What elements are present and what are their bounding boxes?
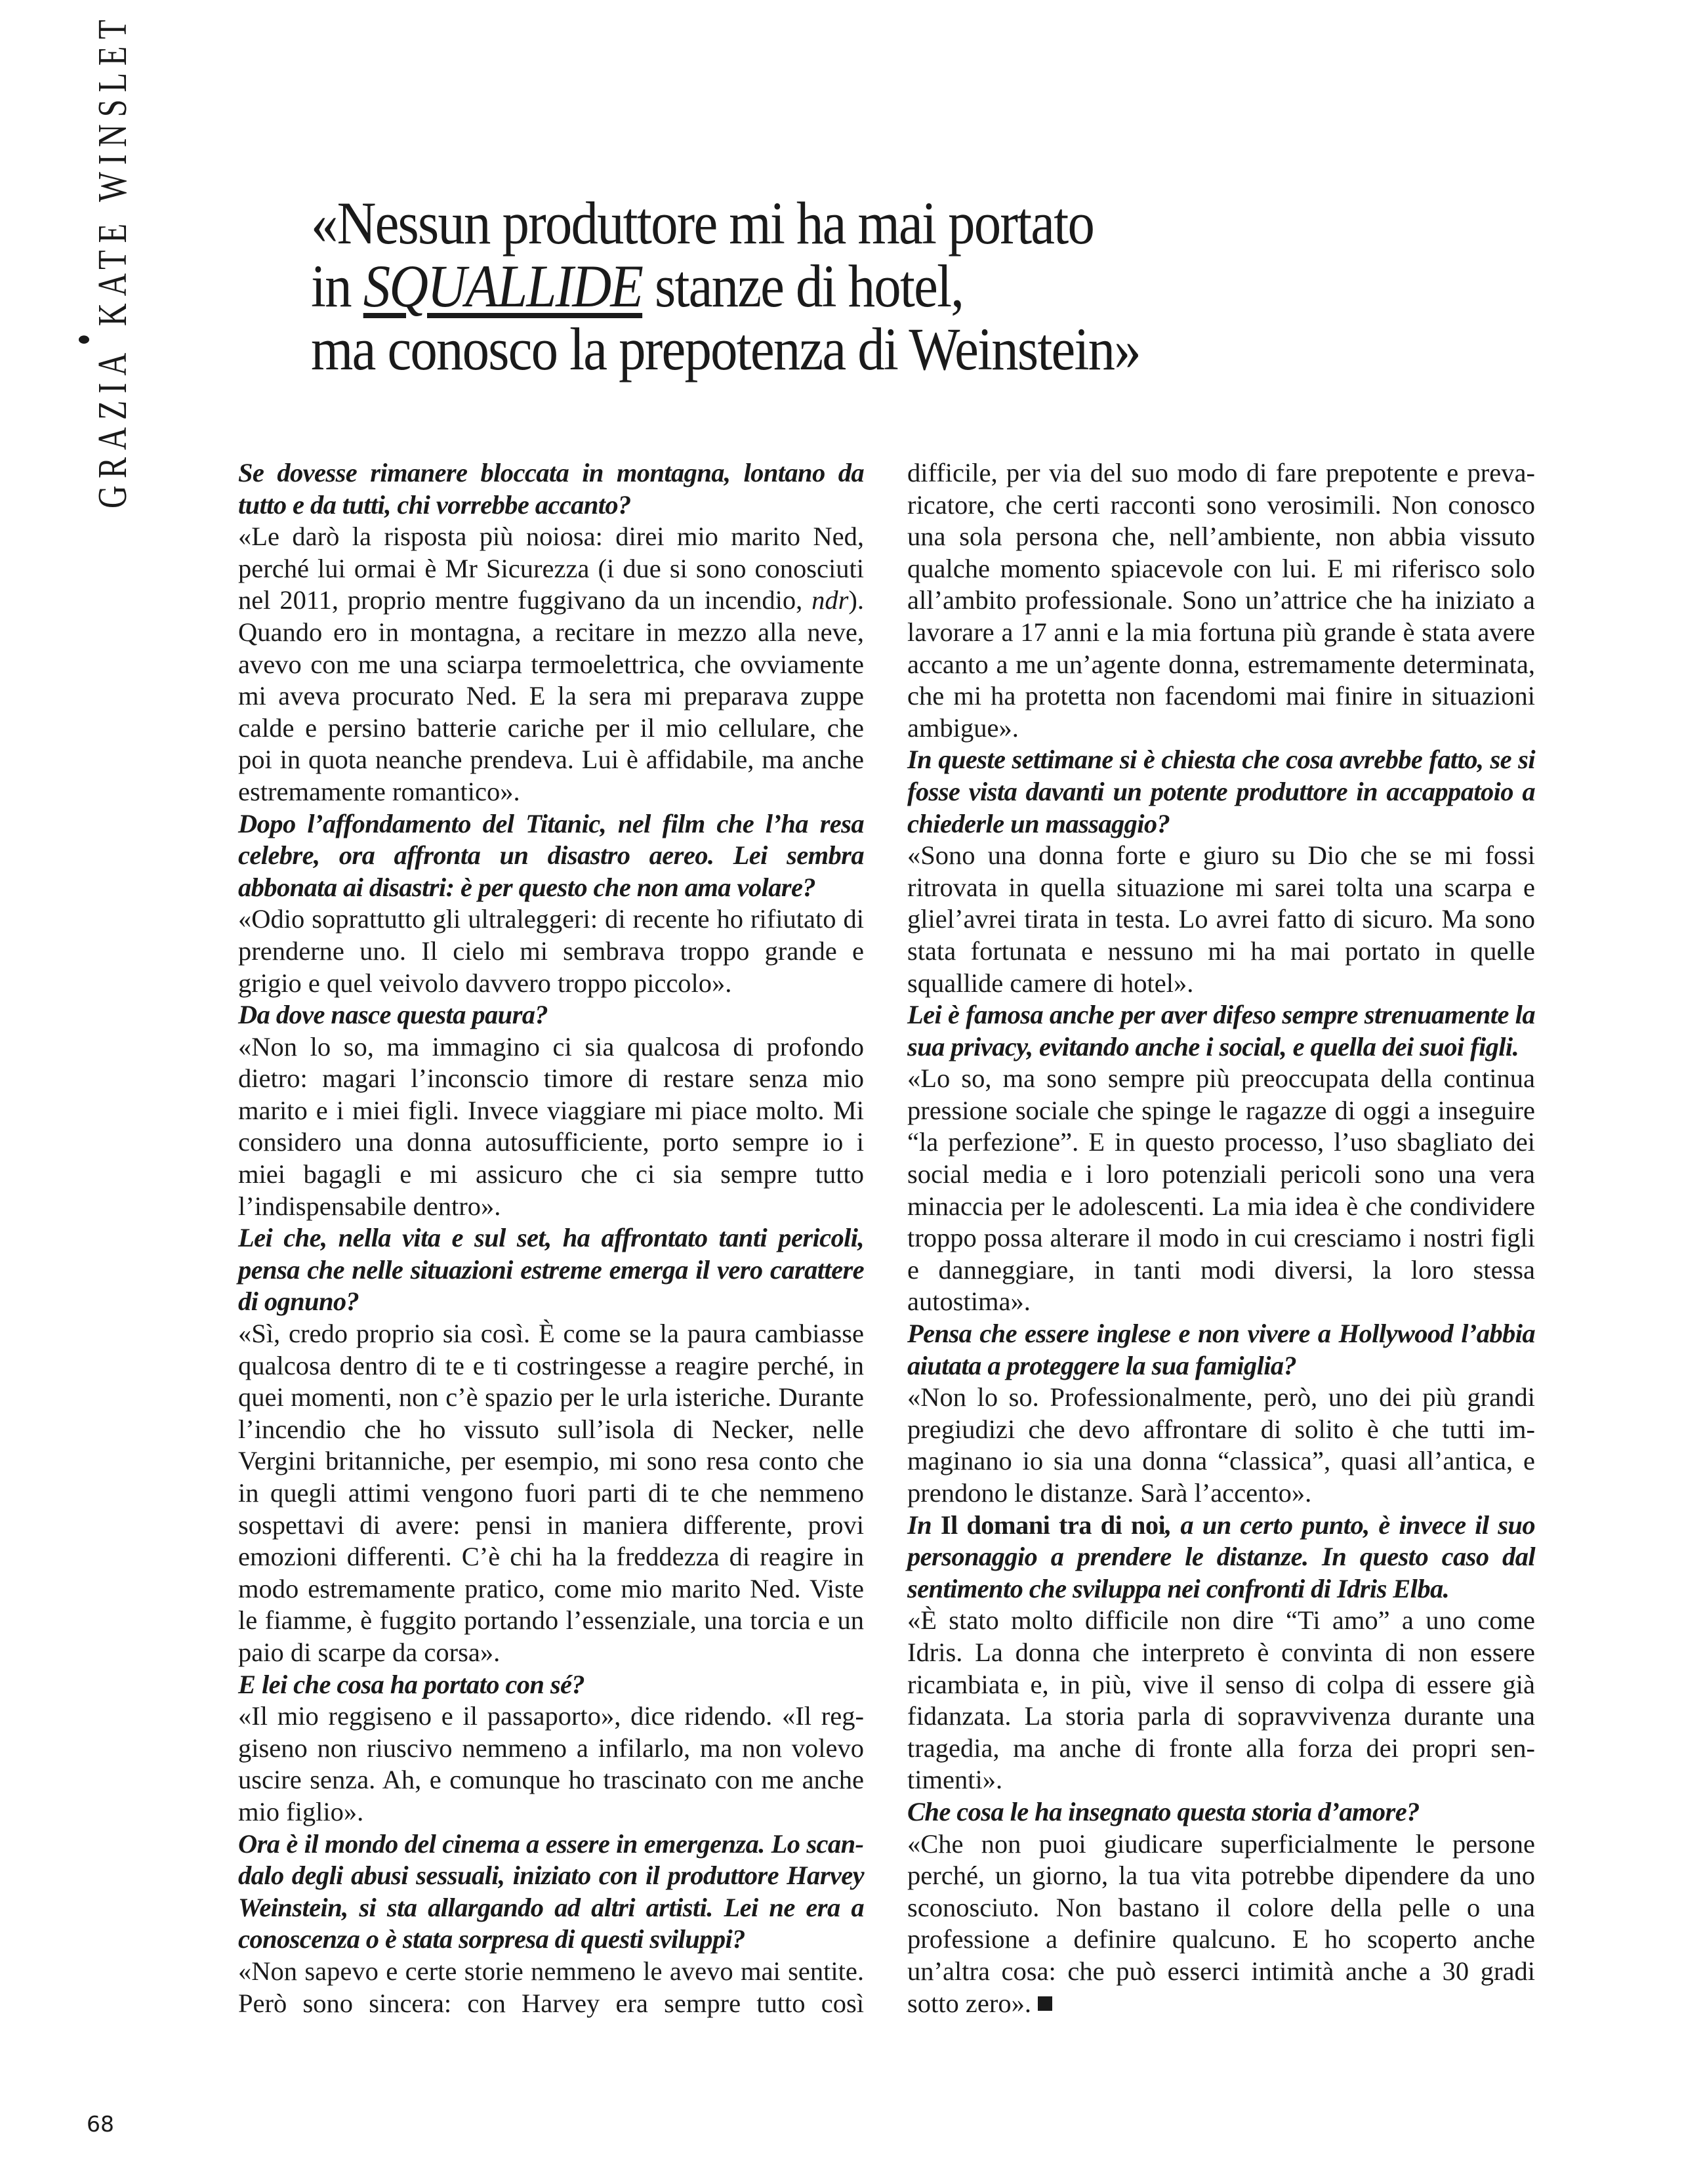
interview-answer: «È stato molto difficile non dire “Ti amo” a uno come Idris. La donna che interpreto è convinta di non essere ricambiata e, in più, vive il senso di colpa di essere già fidanzata. La storia parla di sopravvivenza durante una tragedia, ma anche di fronte alla forza dei propri sentimenti».: [907, 1605, 1535, 1795]
interview-question: Se dovesse rimanere bloccata in montagna, lontano da tutto e da tutti, chi vorrebbe accanto?: [238, 458, 864, 520]
article-column-right: [907, 457, 1535, 2019]
headline-line-3: ma conosco la prepotenza di Weinstein»: [311, 316, 1140, 382]
interview-question: In Il domani tra di noi, a un certo punto, è invece il suo personaggio a prendere le distanze. In questo caso dal sentimento che sviluppa nei confronti di Idris Elba.: [907, 1510, 1535, 1603]
interview-answer: difficile, per via del suo modo di fare prepotente e prevaricatore, che certi racconti sono verosimili. Non conosco una sola persona che, nell’ambiente, non abbia vissuto qualche momento spiacevole con lui. E mi riferisco solo all’ambito professionale. Sono un’attrice che ha iniziato a lavorare a 17 anni e la mia fortuna più grande è stata avere accanto a me un’agente donna, estremamente determinata, che mi ha protetta non facendomi mai finire in situazioni ambigue».: [907, 458, 1535, 743]
article-column-left: [238, 457, 864, 2019]
interview-answer: «Lo so, ma sono sempre più preoccupata della continua pressione sociale che spinge le ragazze di oggi a inseguire “la perfezione”. E in questo processo, l’uso sbagliato dei social media e i loro potenziali pericoli sono una vera minaccia per le adolescenti. La mia idea è che condividere troppo possa alterare il modo in cui cresciamo i nostri figli e danneggiare, in tanti modi diversi, la loro stessa autostima».: [907, 1063, 1535, 1317]
headline-line-2: in SQUALLIDE stanze di hotel,: [311, 253, 964, 319]
page-number: 68: [87, 2111, 114, 2137]
interview-question: Lei è famosa anche per aver difeso sempre strenuamente la sua privacy, evitando anche i social, e quella dei suoi figli.: [907, 1000, 1535, 1061]
headline-line-1: «Nessun produttore mi ha mai portato: [311, 190, 1094, 257]
interview-answer: «Sì, credo proprio sia così. È come se la paura cambiasse qualcosa dentro di te e ti costringesse a reagire perché, in quei momenti, non c’è spazio per le urla isteriche. Durante l’incendio che ho vissuto sull’isola di Necker, nelle Vergini britanniche, per esempio, mi sono resa conto che in quegli attimi vengono fuori parti di te che nemmeno sospettavi di avere: pensi in maniera differente, provi emozioni differenti. C’è chi ha la freddezza di reagire in modo estremamente pratico, come mio marito Ned. Viste le fiamme, è fuggito portando l’essenziale, una torcia e un paio di scarpe da corsa».: [238, 1319, 864, 1667]
interview-question: E lei che cosa ha portato con sé?: [238, 1669, 585, 1699]
interview-answer: «Che non puoi giudicare superficialmente le persone perché, un giorno, la tua vita potrebbe dipendere da uno sconosciuto. Non bastano il colore della pelle o una professione a definire qualcuno. E ho scoperto anche un’altra cosa: che può esserci intimità anche a 30 gradi sotto zero».: [907, 1828, 1535, 2018]
interview-answer: «Odio soprattutto gli ultraleggeri: di recente ho rifiutato di prenderne uno. Il cielo mi sembrava troppo grande e grigio e quel veivolo davvero troppo piccolo».: [238, 904, 864, 998]
film-title: Il domani tra di noi: [940, 1510, 1166, 1540]
interview-answer: «Sono una donna forte e giuro su Dio che se mi fossi ritrovata in quella situazione mi sarei tolta una scarpa e glielʼavrei tirata in testa. Lo avrei fatto di sicuro. Ma sono stata fortunata e nessuno mi ha mai portato in quelle squallide camere di hotel».: [907, 840, 1535, 998]
interview-answer: «Non sapevo e certe storie nemmeno le avevo mai sentite. Però sono sincera: con Harvey era sempre tutto così: [238, 1956, 864, 2018]
editor-note: ndr: [811, 585, 849, 615]
interview-question: Pensa che essere inglese e non vivere a Hollywood l’abbia aiutata a proteggere la sua famiglia?: [907, 1319, 1535, 1380]
subject-name: KATE WINSLET: [90, 12, 135, 327]
interview-question: Lei che, nella vita e sul set, ha affrontato tanti pericoli, pensa che nelle situazioni estreme emerga il vero carattere di ognuno?: [238, 1223, 864, 1317]
headline-emphasis-word: SQUALLIDE: [363, 253, 643, 319]
interview-question: Ora è il mondo del cinema a essere in emergenza. Lo scandalo degli abusi sessuali, iniziato con il produttore Harvey Weinstein, si sta allargando ad altri artisti. Lei ne era a conoscenza o è stata sorpresa di questi sviluppi?: [238, 1828, 864, 1954]
end-of-article-square-icon: [1038, 1996, 1052, 2011]
interview-question: In queste settimane si è chiesta che cosa avrebbe fatto, se si fosse vista davanti un potente produttore in accappatoio a chiederle un massaggio?: [907, 745, 1535, 838]
headline-pull-quote: [311, 192, 1433, 381]
vertical-section-label: [79, 12, 136, 508]
interview-answer: «Il mio reggiseno e il passaporto», dice ridendo. «Il reggiseno non riuscivo nemmeno a infilarlo, ma non volevo uscire senza. Ah, e comunque ho trascinato con me anche mio figlio».: [238, 1701, 864, 1826]
interview-answer: «Non lo so. Professionalmente, però, uno dei più grandi pregiudizi che devo affrontare di solito è che tutti immaginano io sia una donna “classica”, quasi all’antica, e prendono le distanze. Sarà l’accento».: [907, 1382, 1535, 1508]
bullet-dot-icon: [79, 335, 89, 343]
interview-question: Dopo l’affondamento del Titanic, nel film che l’ha resa celebre, ora affronta un disastro aereo. Lei sembra abbonata ai disastri: è per questo che non ama volare?: [238, 808, 864, 902]
interview-question: Che cosa le ha insegnato questa storia d’amore?: [907, 1796, 1420, 1826]
interview-answer: «Non lo so, ma immagino ci sia qualcosa di profondo dietro: magari l’inconscio timore di restare senza mio marito e i miei figli. Invece viaggiare mi piace molto. Mi considero una donna autosufficiente, porto sempre io i miei bagagli e mi assicuro che ci sia sempre tutto l’indispensabile dentro».: [238, 1031, 864, 1221]
interview-question: Da dove nasce questa paura?: [238, 1000, 548, 1030]
interview-answer: «Le darò la risposta più noiosa: direi mio marito Ned, perché lui ormai è Mr Sicurezza (i due si sono conosciuti nel 2011, proprio mentre fuggivano da un incendio, ndr). Quando ero in montagna, a recitare in mezzo alla neve, avevo con me una sciarpa termoelettrica, che ovviamente mi aveva procurato Ned. E la sera mi preparava zuppe calde e persino batterie cariche per il mio cellulare, che poi in quota neanche prendeva. Lui è affidabile, ma anche estremamente romantico».: [238, 522, 864, 806]
magazine-name: GRAZIA: [90, 345, 135, 508]
